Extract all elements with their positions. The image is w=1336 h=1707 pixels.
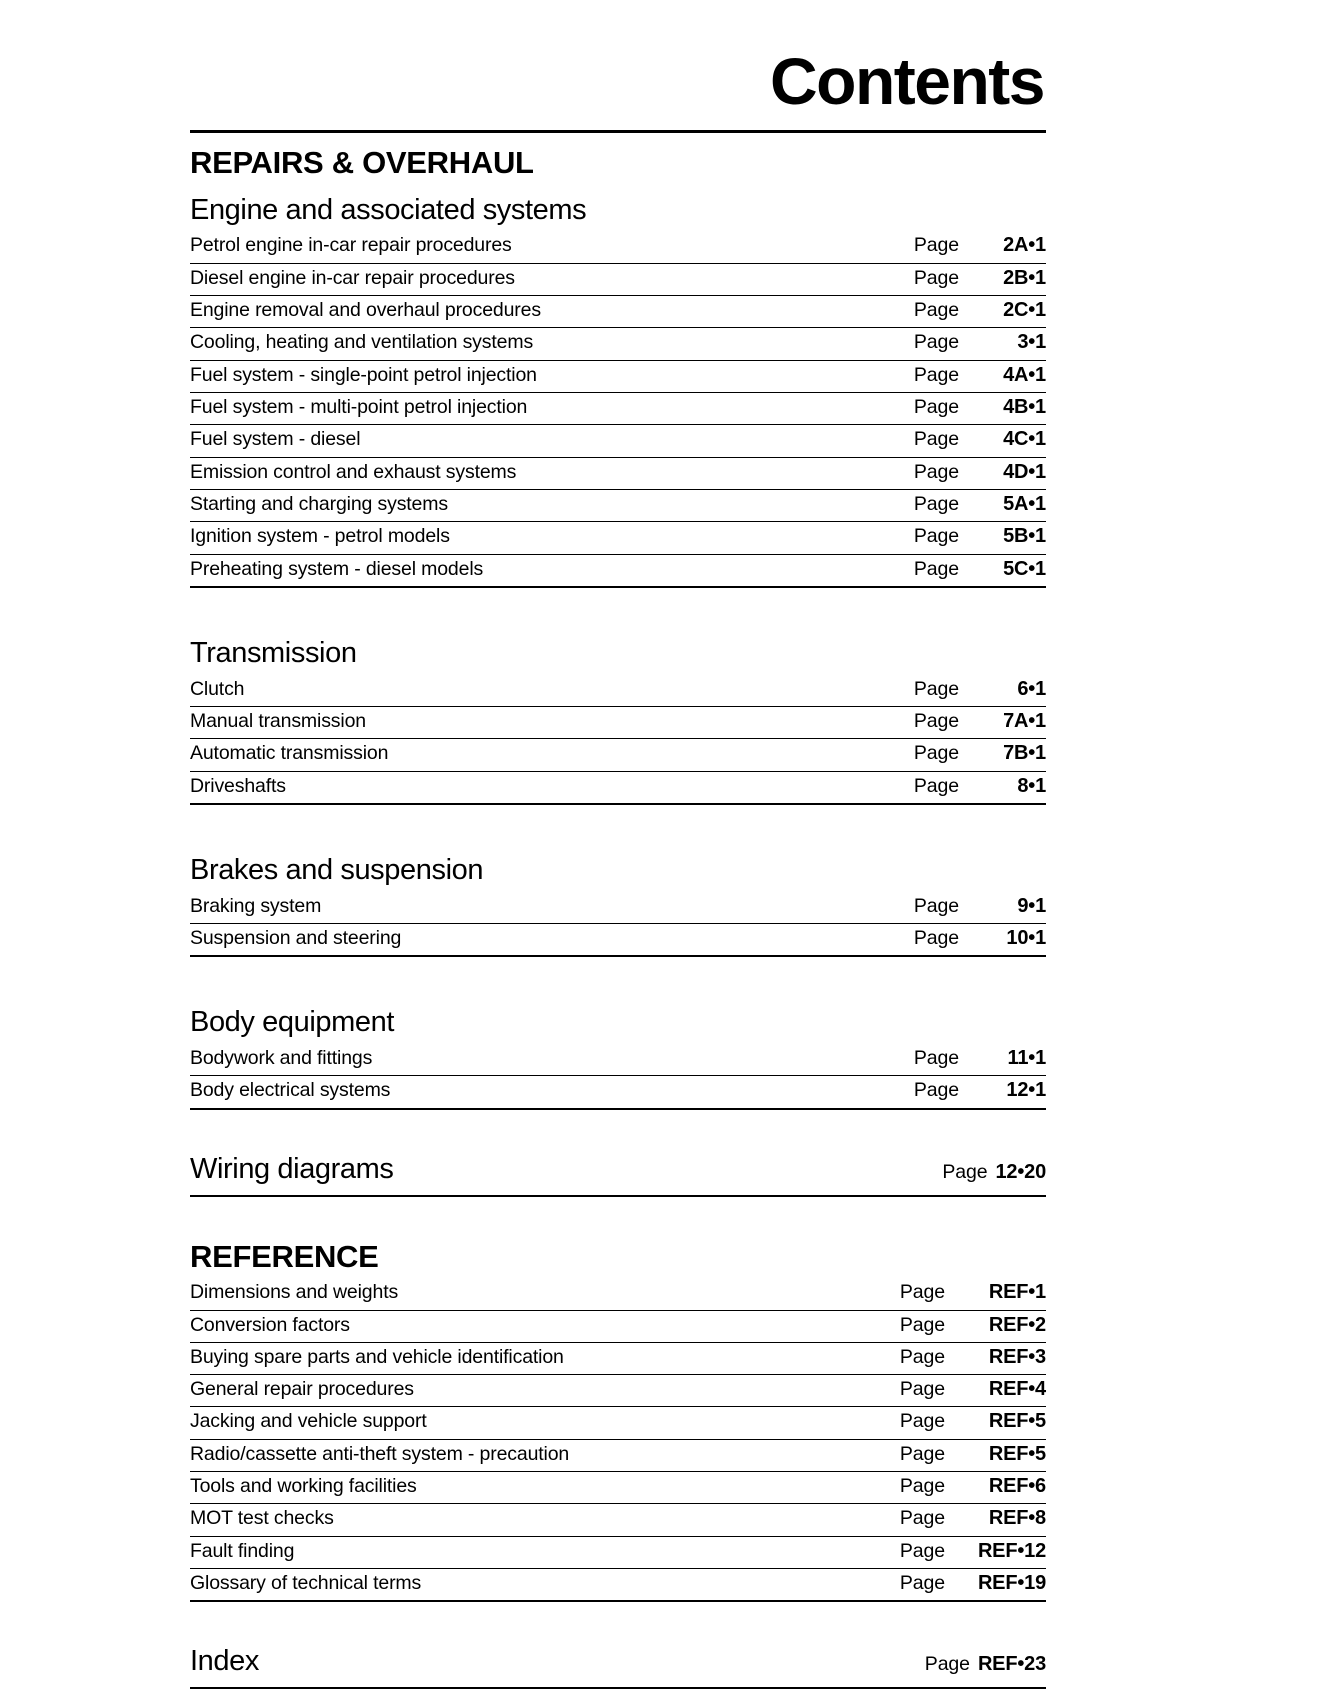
contents-entry[interactable] bbox=[190, 772, 1046, 805]
page-number: 4A•1 bbox=[1003, 363, 1046, 386]
page-number: 12•20 bbox=[995, 1160, 1046, 1183]
page-word: Page bbox=[913, 894, 959, 917]
entry-page-ref bbox=[900, 1410, 1046, 1433]
page-word: Page bbox=[913, 525, 959, 548]
header-divider bbox=[190, 130, 1046, 133]
entry-page-ref bbox=[900, 1314, 1046, 1337]
entry-page-ref bbox=[900, 1443, 1046, 1466]
page-word: Page bbox=[913, 1047, 959, 1070]
section-spacer bbox=[190, 805, 1046, 839]
contents-entry[interactable] bbox=[190, 231, 1046, 263]
entry-label: Jacking and vehicle support bbox=[190, 1410, 427, 1433]
contents-entry[interactable] bbox=[190, 1044, 1046, 1076]
page-word: Page bbox=[913, 299, 959, 322]
page-number: 7A•1 bbox=[1003, 709, 1046, 732]
entry-label: Emission control and exhaust systems bbox=[190, 460, 517, 483]
entry-list-body-equipment bbox=[190, 1044, 1046, 1110]
page-word: Page bbox=[899, 1507, 945, 1530]
page-number: 5A•1 bbox=[1003, 492, 1046, 515]
page-number: 5C•1 bbox=[1003, 557, 1046, 580]
entry-page-ref bbox=[900, 1507, 1046, 1530]
entry-page-ref bbox=[914, 396, 1046, 419]
page-number: REF•23 bbox=[977, 1653, 1046, 1676]
contents-entry[interactable] bbox=[190, 393, 1046, 425]
contents-entry[interactable] bbox=[190, 1504, 1046, 1536]
page-title: Contents bbox=[770, 44, 1044, 118]
entry-page-ref bbox=[914, 331, 1046, 354]
contents-entry[interactable] bbox=[190, 1278, 1046, 1310]
section-spacer bbox=[190, 588, 1046, 622]
page-word: Page bbox=[899, 1475, 945, 1498]
page-word: Page bbox=[913, 1079, 959, 1102]
page-word: Page bbox=[899, 1378, 945, 1401]
entry-label: Suspension and steering bbox=[190, 927, 402, 950]
entry-label: Fuel system - multi-point petrol injection bbox=[190, 396, 528, 418]
page-word: Page bbox=[899, 1442, 945, 1465]
contents-entry[interactable] bbox=[190, 1311, 1046, 1343]
entry-page-ref bbox=[914, 775, 1046, 798]
group-title-body-equipment: Body equipment bbox=[190, 1006, 394, 1039]
entry-label: Bodywork and fittings bbox=[190, 1047, 373, 1070]
entry-label: Ignition system - petrol models bbox=[190, 525, 450, 548]
contents-entry[interactable] bbox=[190, 892, 1046, 924]
group-engine-and-associated-systems bbox=[190, 187, 1046, 588]
entry-page-ref bbox=[914, 299, 1046, 322]
page-word: Page bbox=[913, 927, 959, 950]
entry-page-ref bbox=[914, 267, 1046, 290]
page-number: 7B•1 bbox=[1003, 742, 1046, 765]
page-word: Page bbox=[899, 1345, 945, 1368]
entry-list-transmission bbox=[190, 675, 1046, 805]
entry-page-ref bbox=[900, 1346, 1046, 1369]
entry-list-reference bbox=[190, 1278, 1046, 1602]
contents-entry[interactable] bbox=[190, 1375, 1046, 1407]
contents-entry[interactable] bbox=[190, 361, 1046, 393]
entry-label: Starting and charging systems bbox=[190, 492, 448, 515]
entry-page-ref bbox=[914, 493, 1046, 516]
entry-label: Manual transmission bbox=[190, 709, 366, 732]
page-word: Page bbox=[913, 557, 959, 580]
page-word: Page bbox=[913, 363, 959, 386]
group-reference bbox=[190, 1278, 1046, 1602]
page-word: Page bbox=[913, 677, 959, 700]
entry-label: MOT test checks bbox=[190, 1507, 334, 1530]
page-number: 2C•1 bbox=[1003, 299, 1046, 322]
contents-entry[interactable] bbox=[190, 425, 1046, 457]
page-word: Page bbox=[899, 1572, 945, 1595]
entry-list-engine-and-associated-systems bbox=[190, 231, 1046, 587]
page-word: Page bbox=[913, 234, 959, 257]
group-transmission bbox=[190, 622, 1046, 805]
entry-page-ref bbox=[900, 1540, 1046, 1563]
page-number: 3•1 bbox=[1017, 331, 1046, 354]
contents-entry[interactable] bbox=[190, 1569, 1046, 1602]
contents-entry[interactable] bbox=[190, 1407, 1046, 1439]
entry-label: Fuel system - diesel bbox=[190, 428, 361, 451]
entry-page-ref bbox=[900, 1378, 1046, 1401]
group-title-transmission: Transmission bbox=[190, 636, 357, 669]
page-number: 8•1 bbox=[1017, 774, 1046, 797]
contents-entry[interactable] bbox=[190, 1076, 1046, 1109]
section-spacer bbox=[190, 1602, 1046, 1644]
page-number: 11•1 bbox=[1007, 1047, 1046, 1070]
entry-page-ref bbox=[942, 1161, 1046, 1187]
entry-label: Body electrical systems bbox=[190, 1079, 391, 1102]
page-number: 4C•1 bbox=[1003, 428, 1046, 451]
contents-entry-index[interactable] bbox=[190, 1644, 1046, 1689]
page-number: REF•8 bbox=[988, 1507, 1046, 1530]
page-word: Page bbox=[913, 709, 959, 732]
entry-label: Buying spare parts and vehicle identification bbox=[190, 1345, 564, 1368]
page-word: Page bbox=[913, 742, 959, 765]
page-number: 4B•1 bbox=[1003, 396, 1046, 418]
section-spacer bbox=[190, 1110, 1046, 1152]
page-number: REF•6 bbox=[988, 1475, 1046, 1498]
page-number: REF•2 bbox=[988, 1313, 1046, 1336]
page-number: REF•19 bbox=[977, 1572, 1046, 1595]
entry-page-ref bbox=[900, 1572, 1046, 1595]
group-title-engine-and-associated-systems: Engine and associated systems bbox=[190, 193, 587, 226]
page-number: REF•5 bbox=[988, 1442, 1046, 1465]
page-word: Page bbox=[913, 396, 959, 418]
contents-entry[interactable] bbox=[190, 1537, 1046, 1569]
contents-entry[interactable] bbox=[190, 1472, 1046, 1504]
contents-entry[interactable] bbox=[190, 522, 1046, 554]
page-number: 2A•1 bbox=[1003, 234, 1046, 257]
contents-entry[interactable] bbox=[190, 555, 1046, 588]
masthead bbox=[0, 0, 1336, 118]
contents-entry[interactable] bbox=[190, 490, 1046, 522]
section-spacer bbox=[190, 1197, 1046, 1239]
page-number: 5B•1 bbox=[1003, 525, 1046, 548]
contents-entry[interactable] bbox=[190, 458, 1046, 490]
page-word: Page bbox=[913, 774, 959, 797]
entry-label: Diesel engine in-car repair procedures bbox=[190, 266, 515, 289]
group-brakes-and-suspension bbox=[190, 839, 1046, 957]
entry-page-ref bbox=[900, 1475, 1046, 1498]
entry-page-ref bbox=[914, 461, 1046, 484]
entry-label: Engine removal and overhaul procedures bbox=[190, 299, 541, 322]
page-word: Page bbox=[913, 331, 959, 354]
contents-entry[interactable] bbox=[190, 264, 1046, 296]
contents-entry-wiring-diagrams[interactable] bbox=[190, 1152, 1046, 1197]
page-number: REF•5 bbox=[988, 1410, 1046, 1433]
entry-page-ref bbox=[914, 895, 1046, 918]
entry-label: Braking system bbox=[190, 894, 322, 917]
page-number: 4D•1 bbox=[1003, 460, 1046, 483]
entry-label: Cooling, heating and ventilation systems bbox=[190, 331, 534, 354]
entry-label: Fuel system - single-point petrol injection bbox=[190, 363, 537, 386]
entry-page-ref bbox=[914, 742, 1046, 765]
section-spacer bbox=[190, 957, 1046, 991]
entry-page-ref bbox=[914, 678, 1046, 701]
entry-label: Automatic transmission bbox=[190, 742, 389, 765]
entry-label: Wiring diagrams bbox=[190, 1152, 394, 1185]
page-number: REF•3 bbox=[988, 1345, 1046, 1368]
page-number: 12•1 bbox=[1006, 1079, 1046, 1102]
page-word: Page bbox=[899, 1410, 945, 1433]
entry-page-ref bbox=[900, 1281, 1046, 1304]
entry-label: Radio/cassette anti-theft system - precaution bbox=[190, 1442, 570, 1465]
page-number: REF•1 bbox=[988, 1281, 1046, 1304]
entry-page-ref bbox=[914, 1079, 1046, 1102]
page-word: Page bbox=[899, 1281, 945, 1304]
page-word: Page bbox=[899, 1539, 945, 1562]
entry-label: Fault finding bbox=[190, 1539, 295, 1562]
part-heading-reference: REFERENCE bbox=[190, 1238, 379, 1274]
contents-entry[interactable] bbox=[190, 328, 1046, 360]
entry-label: Preheating system - diesel models bbox=[190, 557, 484, 580]
contents-entry[interactable] bbox=[190, 296, 1046, 328]
group-title-brakes-and-suspension: Brakes and suspension bbox=[190, 853, 484, 886]
contents-entry[interactable] bbox=[190, 924, 1046, 957]
entry-page-ref bbox=[914, 710, 1046, 733]
entry-label: General repair procedures bbox=[190, 1378, 414, 1401]
entry-page-ref bbox=[914, 428, 1046, 451]
entry-page-ref bbox=[914, 558, 1046, 581]
page-number: 9•1 bbox=[1017, 894, 1046, 917]
page-word: Page bbox=[924, 1653, 970, 1676]
entry-list-brakes-and-suspension bbox=[190, 892, 1046, 958]
part-heading-repairs-overhaul: REPAIRS & OVERHAUL bbox=[190, 145, 534, 180]
contents-entry[interactable] bbox=[190, 1343, 1046, 1375]
contents-entry[interactable] bbox=[190, 675, 1046, 707]
page-word: Page bbox=[913, 428, 959, 451]
entry-label: Tools and working facilities bbox=[190, 1475, 417, 1498]
entry-page-ref bbox=[914, 364, 1046, 387]
page-word: Page bbox=[913, 492, 959, 515]
contents-entry[interactable] bbox=[190, 707, 1046, 739]
group-body-equipment bbox=[190, 991, 1046, 1109]
page-word: Page bbox=[913, 266, 959, 289]
entry-label: Glossary of technical terms bbox=[190, 1572, 422, 1595]
page-number: 2B•1 bbox=[1003, 266, 1046, 289]
page-word: Page bbox=[942, 1160, 988, 1183]
entry-label: Dimensions and weights bbox=[190, 1281, 399, 1304]
contents-column bbox=[190, 130, 1046, 1689]
page-number: 10•1 bbox=[1006, 927, 1046, 950]
contents-entry[interactable] bbox=[190, 1440, 1046, 1472]
entry-page-ref bbox=[914, 234, 1046, 257]
entry-label: Driveshafts bbox=[190, 774, 286, 797]
entry-page-ref bbox=[914, 927, 1046, 950]
entry-label: Clutch bbox=[190, 677, 245, 700]
entry-label: Conversion factors bbox=[190, 1313, 350, 1336]
entry-page-ref bbox=[914, 525, 1046, 548]
page-number: REF•4 bbox=[988, 1378, 1046, 1401]
page-number: 6•1 bbox=[1017, 677, 1046, 700]
entry-label: Index bbox=[190, 1645, 259, 1678]
contents-entry[interactable] bbox=[190, 739, 1046, 771]
entry-label: Petrol engine in-car repair procedures bbox=[190, 234, 512, 257]
page-word: Page bbox=[899, 1313, 945, 1336]
entry-page-ref bbox=[925, 1653, 1046, 1679]
entry-page-ref bbox=[914, 1047, 1046, 1070]
page-number: REF•12 bbox=[977, 1539, 1046, 1562]
page-word: Page bbox=[913, 460, 959, 483]
